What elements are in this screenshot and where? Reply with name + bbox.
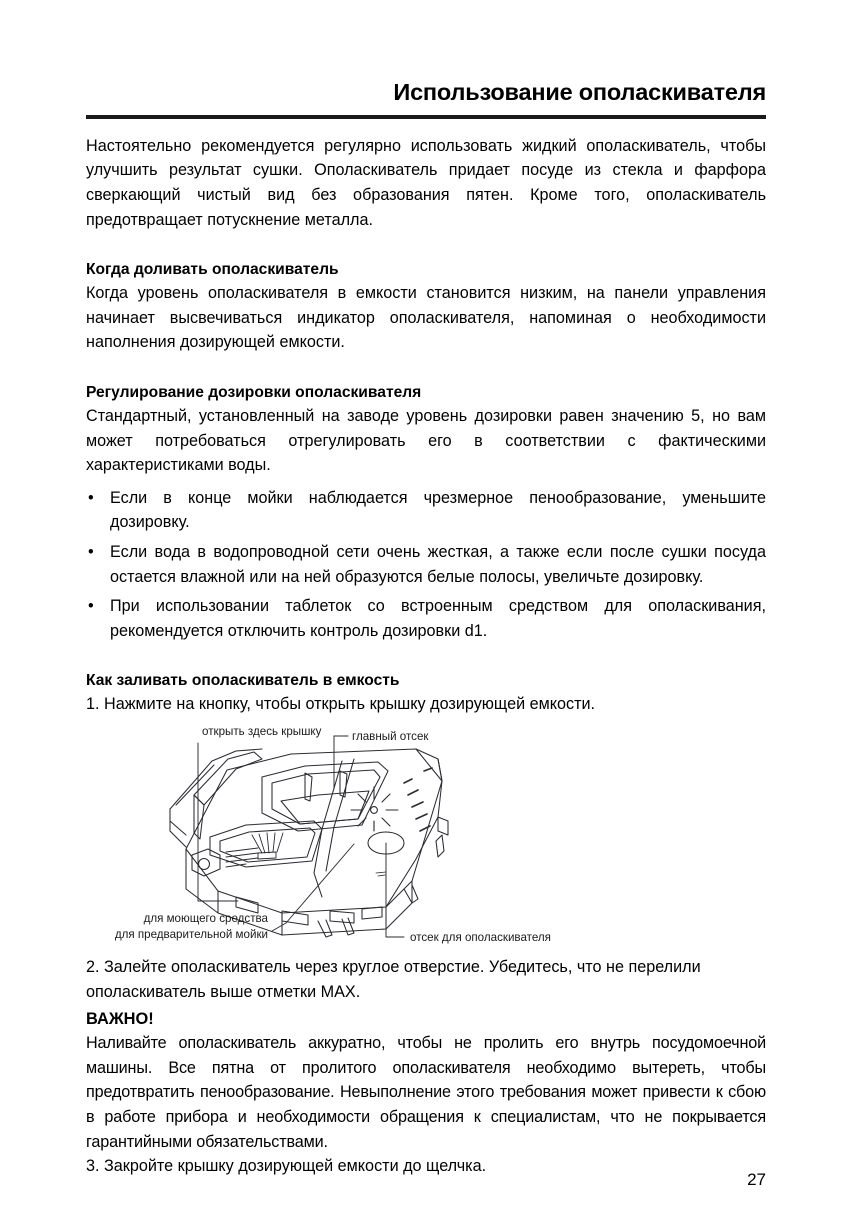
list-item-text: Если в конце мойки наблюдается чрезмерное пенообразование, уменьшите дозировку. [110, 488, 766, 532]
list-item [86, 540, 766, 589]
page-number: 27 [747, 1170, 766, 1189]
intro-paragraph: Настоятельно рекомендуется регулярно использовать жидкий ополаскиватель, чтобы улучшить результат сушки. Ополаскиватель придает посуде из стекла и фарфора сверкающий чистый вид без образования пятен. Кроме того, ополаскиватель предотвращает потускнение металла. [86, 136, 766, 229]
step-3: 3. Закройте крышку дозирующей емкости до щелчка. [86, 1157, 487, 1176]
dispenser-illustration [86, 721, 766, 949]
dosage-bullet-list [86, 486, 766, 644]
list-item-text: При использовании таблеток со встроенным средством для ополаскивания, рекомендуется отключить контроль дозировки d1. [110, 597, 766, 640]
bullet-marker: • [88, 488, 94, 507]
spacer [86, 643, 766, 670]
dispenser-body [170, 749, 448, 937]
rinse-aid-starburst-icon [351, 787, 398, 831]
spacer [86, 232, 766, 259]
dispenser-figure [86, 721, 766, 949]
bullet-marker: • [88, 597, 94, 616]
list-item [86, 594, 766, 643]
header-rule [86, 115, 766, 119]
brush-icon [252, 833, 283, 859]
bullet-marker: • [88, 542, 94, 561]
section-heading-when-refill: Когда доливать ополаскиватель [86, 261, 339, 279]
figure-label-open-lid: открыть здесь крышку [202, 724, 322, 738]
figure-label-rinse-aid-compartment: отсек для ополаскивателя [410, 930, 551, 944]
page-title: Использование ополаскивателя [393, 79, 766, 105]
dosage-paragraph: Стандартный, установленный на заводе уровень дозировки равен значению 5, но вам может потребоваться отрегулировать его в соответствии с фактическими характеристиками воды. [86, 407, 766, 475]
when-refill-paragraph: Когда уровень ополаскивателя в емкости становится низким, на панели управления начинает высвечиваться индикатор ополаскивателя, напоминая о необходимости наполнения дозирующей емкости. [86, 284, 766, 352]
figure-label-main-compartment: главный отсек [352, 729, 429, 743]
list-item [86, 486, 766, 535]
list-item-text: Если вода в водопроводной сети очень жесткая, а также если после сушки посуда остается влажной или на ней образуются белые полосы, увеличьте дозировку. [110, 542, 766, 586]
section-heading-dosage: Регулирование дозировки ополаскивателя [86, 384, 422, 401]
leader-lines [198, 736, 404, 937]
spacer [86, 355, 766, 382]
section-heading-how-to-fill: Как заливать ополаскиватель в емкость [86, 672, 400, 690]
important-paragraph: Наливайте ополаскиватель аккуратно, чтобы не пролить его внутрь посудомоечной машины. Все пятна от пролитого ополаскивателя необходимо вытереть, чтобы предотвратить пенообразование. Невыполнение этого требования может привести к сбою в работе прибора и необходимости обращения к специалистам, что не покрывается гарантийными обязательствами. [86, 1034, 766, 1151]
page-content [86, 0, 766, 1179]
step-1: 1. Нажмите на кнопку, чтобы открыть крышку дозирующей емкости. [86, 695, 596, 714]
step-2: 2. Залейте ополаскиватель через круглое отверстие. Убедитесь, что не перелили ополаскиватель выше отметки MAX. [86, 957, 701, 1001]
figure-label-prewash-line1: для моющего средства [143, 911, 268, 925]
important-heading: ВАЖНО! [86, 1010, 154, 1029]
figure-label-prewash-line2: для предварительной мойки [114, 927, 268, 941]
